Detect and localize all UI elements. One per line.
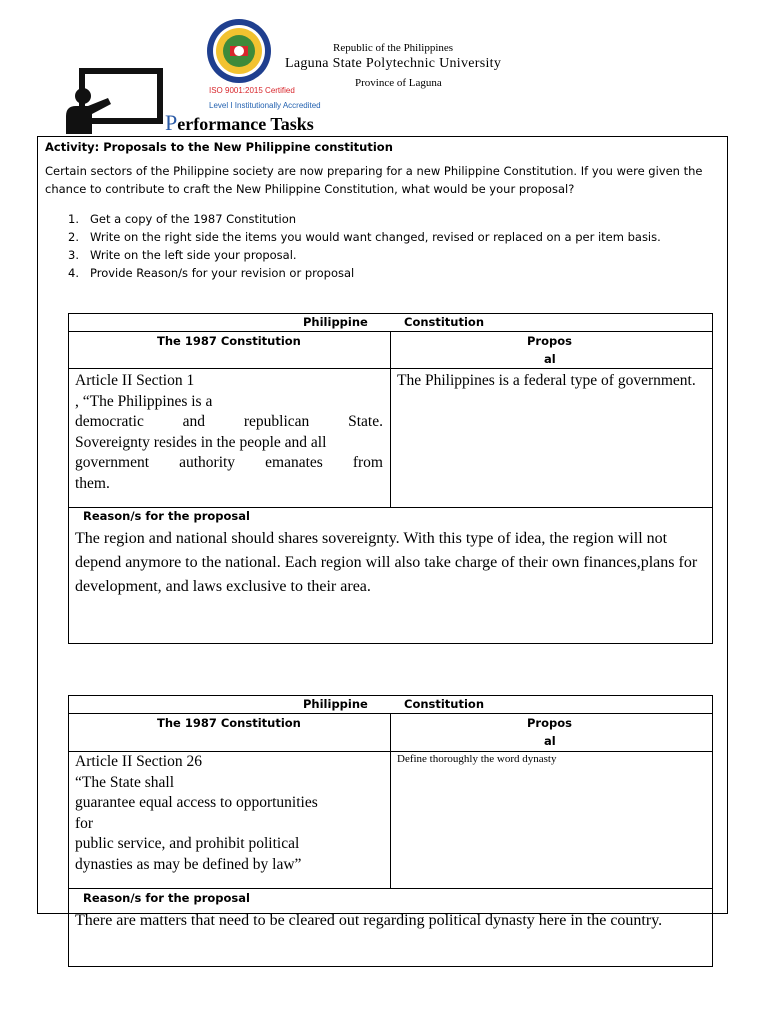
table1-reason: The region and national should shares sovereignty. With this type of idea, the region will not depend anymore to the national. Each region will also take charge of their own finances,plans for development, and laws exclusive to their area. bbox=[75, 530, 698, 595]
table1-article: Article II Section 1 , “The Philippines is a democratic and republican State. Sovereignty resides in the people and all government authority emanates from them. bbox=[75, 372, 383, 492]
table2-col-right-2: al bbox=[544, 734, 556, 748]
table2-col-left: The 1987 Constitution bbox=[157, 716, 301, 730]
table1-proposal: The Philippines is a federal type of government. bbox=[397, 372, 696, 389]
table1-title-left: Philippine bbox=[303, 315, 368, 329]
accreditation-label: Level I Institutionally Accredited bbox=[209, 101, 321, 110]
republic-label: Republic of the Philippines bbox=[333, 42, 454, 54]
table2-title-right: Constitution bbox=[404, 697, 485, 711]
table1-col-left: The 1987 Constitution bbox=[157, 334, 301, 348]
province-label: Province of Laguna bbox=[355, 77, 442, 89]
table1-col-right-2: al bbox=[544, 352, 556, 366]
title-rest: erformance Tasks bbox=[177, 114, 314, 134]
activity-title: Activity: Proposals to the New Philippine constitution bbox=[45, 140, 393, 154]
list-item: 4. Provide Reason/s for your revision or proposal bbox=[68, 266, 355, 280]
list-item: 3. Write on the left side your proposal. bbox=[68, 248, 297, 262]
table1-col-right-1: Propos bbox=[527, 334, 572, 348]
table2-reason: There are matters that need to be cleared out regarding political dynasty here in the country. bbox=[75, 912, 663, 929]
university-name: Laguna State Polytechnic University bbox=[285, 56, 502, 71]
table2-article: Article II Section 26 “The State shall guarantee equal access to opportunities for public service, and prohibit political dynasties as may be defined by law” bbox=[75, 753, 318, 873]
table2-reason-label: Reason/s for the proposal bbox=[83, 891, 250, 905]
list-item: 2. Write on the right side the items you would want changed, revised or replaced on a per item basis. bbox=[68, 230, 661, 244]
iso-label: ISO 9001:2015 Certified bbox=[209, 86, 295, 95]
presentation-board-icon bbox=[62, 68, 168, 134]
table1-title-right: Constitution bbox=[404, 315, 485, 329]
university-seal-icon bbox=[206, 18, 272, 84]
page-title bbox=[165, 110, 314, 136]
list-item: 1. Get a copy of the 1987 Constitution bbox=[68, 212, 297, 226]
table1-reason-label: Reason/s for the proposal bbox=[83, 509, 250, 523]
table2-proposal: Define thoroughly the word dynasty bbox=[397, 753, 557, 765]
title-initial: P bbox=[165, 110, 178, 135]
table2-proposal-cell bbox=[390, 751, 713, 889]
table2-title-left: Philippine bbox=[303, 697, 368, 711]
table2-col-right-1: Propos bbox=[527, 716, 572, 730]
activity-intro: Certain sectors of the Philippine society are now preparing for a new Philippine Constitution. If you were given the chance to contribute to craft the New Philippine Constitution, what would be your proposal? bbox=[45, 164, 703, 196]
instructions-list bbox=[68, 210, 661, 282]
